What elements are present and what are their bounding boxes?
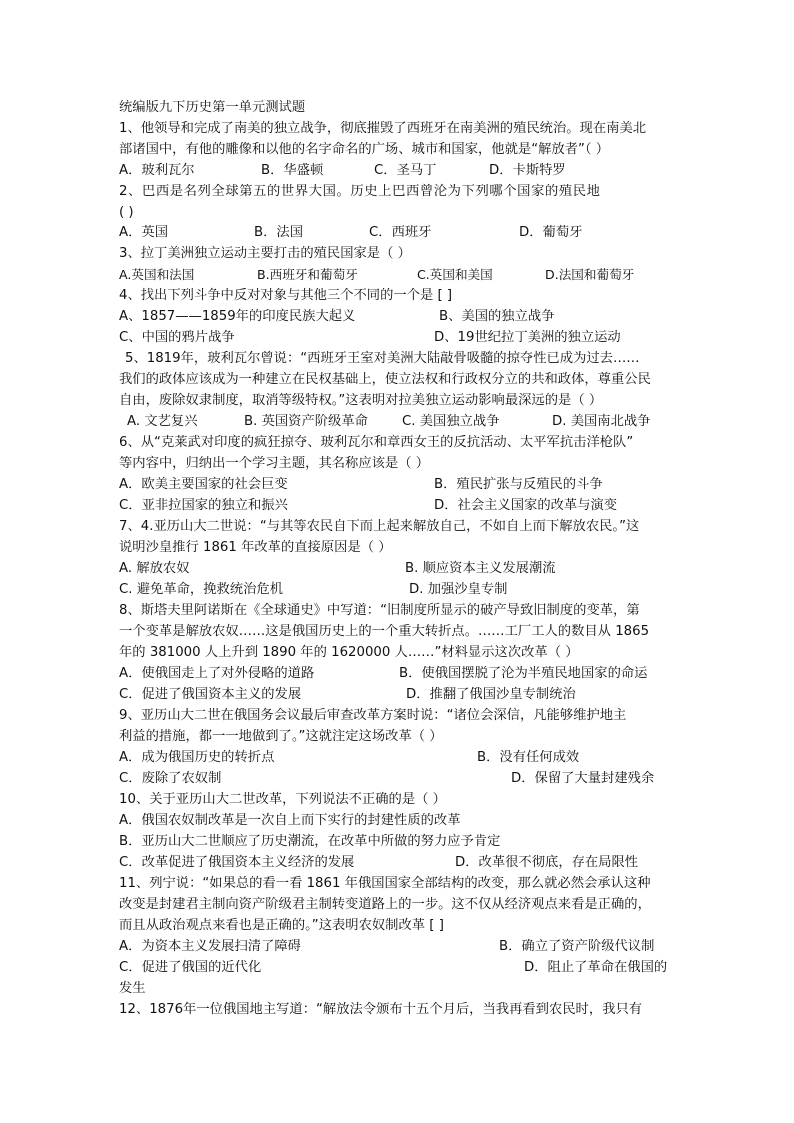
q7-option-a: A. 解放农奴 — [119, 561, 190, 576]
q4-option-a: A、1857——1859年的印度民族大起义 — [119, 309, 356, 324]
q7-option-d: D. 加强沙皇专制 — [409, 582, 508, 597]
q1-option-c: C．圣马丁 — [374, 163, 437, 178]
q3-option-a: A.英国和法国 — [119, 267, 195, 282]
q1-option-d: D．卡斯特罗 — [489, 163, 566, 178]
q5-stem-line-3: 自由，废除奴隶制度，取消等级特权。”这表明对拉美独立运动影响最深远的是（ ） — [119, 393, 603, 408]
q9-option-a: A．成为俄国历史的转折点 — [119, 750, 275, 765]
q8-option-d: D．推翻了俄国沙皇专制统治 — [406, 687, 576, 702]
q5-option-b: B. 英国资产阶级革命 — [244, 414, 368, 429]
q7-option-c: C. 避免革命，挽救统治危机 — [119, 582, 284, 597]
q11-option-a: A．为资本主义发展扫清了障碍 — [119, 939, 301, 954]
q3-stem: 3、拉丁美洲独立运动主要打击的殖民国家是（ ） — [119, 246, 411, 261]
q11-option-c: C．促进了俄国的近代化 — [119, 960, 262, 975]
q8-option-c: C．促进了俄国资本主义的发展 — [119, 687, 302, 702]
q2-stem-line-1: 2、巴西是名列全球第五的世界大国。历史上巴西曾沦为下列哪个国家的殖民地 — [119, 184, 601, 199]
q1-stem-line-2: 部诸国中，有他的雕像和以他的名字命名的广场、城市和国家，他就是“解放者”（ ） — [119, 142, 610, 157]
q5-option-d: D. 美国南北战争 — [552, 414, 651, 429]
q2-option-d: D．葡萄牙 — [519, 225, 583, 240]
q11-stem-line-2: 改变是封建君主制向资产阶级君主制转变道路上的一步。这不仅从经济观点来看是正确的， — [119, 897, 651, 912]
q8-option-a: A．使俄国走上了对外侵略的道路 — [119, 666, 315, 681]
q12-stem: 12、1876年一位俄国地主写道：“解放法令颁布十五个月后，当我再看到农民时，我只有 — [119, 1002, 643, 1017]
q3-option-d: D.法国和葡萄牙 — [545, 267, 635, 282]
q6-stem-line-1: 6、从“克莱武对印度的疯狂掠夺、玻利瓦尔和章西女王的反抗活动、太平军抗击洋枪队” — [119, 435, 634, 450]
q11-option-d: D．阻止了革命在俄国的 — [524, 960, 668, 975]
q4-option-d: D、19世纪拉丁美洲的独立运动 — [434, 330, 621, 345]
q8-stem-line-3: 年的 381000 人上升到 1890 年的 1620000 人……”材料显示这次改革（ ） — [119, 645, 579, 660]
q9-option-c: C．废除了农奴制 — [119, 771, 222, 786]
q7-stem-line-2: 说明沙皇推行 1861 年改革的直接原因是（ ） — [119, 540, 392, 555]
q6-option-a: A．欧美主要国家的社会巨变 — [119, 477, 288, 492]
q10-option-d: D．改革很不彻底，存在局限性 — [455, 855, 639, 870]
q11-option-d-continued: 发生 — [119, 981, 146, 996]
q5-stem-line-2: 我们的政体应该成为一种建立在民权基础上，使立法权和行政权分立的共和政体，尊重公民 — [119, 372, 651, 387]
q4-stem: 4、找出下列斗争中反对对象与其他三个不同的一个是 [ ] — [119, 288, 453, 303]
q2-option-a: A．英国 — [119, 225, 168, 240]
q10-option-b: B．亚历山大二世顺应了历史潮流，在改革中所做的努力应予肯定 — [119, 834, 501, 849]
q9-option-b: B．没有任何成效 — [477, 750, 580, 765]
q9-stem-line-1: 9、亚历山大二世在俄国务会议最后审查改革方案时说：“诸位会深信，凡能够维护地主 — [119, 708, 627, 723]
q10-option-a: A．俄国农奴制改革是一次自上而下实行的封建性质的改革 — [119, 813, 461, 828]
q6-option-d: D．社会主义国家的改革与演变 — [434, 498, 618, 513]
q8-stem-line-1: 8、斯塔夫里阿诺斯在《全球通史》中写道：“旧制度所显示的破产导致旧制度的变革，第 — [119, 603, 640, 618]
q2-option-b: B．法国 — [254, 225, 304, 240]
q6-stem-line-2: 等内容中，归纳出一个学习主题，其名称应该是（ ） — [119, 456, 430, 471]
q9-option-d: D．保留了大量封建残余 — [511, 771, 655, 786]
q1-option-b: B．华盛顿 — [261, 163, 324, 178]
q6-option-c: C．亚非拉国家的独立和振兴 — [119, 498, 288, 513]
q5-option-a: A. 文艺复兴 — [127, 414, 198, 429]
q4-option-b: B、美国的独立战争 — [439, 309, 555, 324]
q3-option-b: B.西班牙和葡萄牙 — [257, 267, 358, 282]
q10-stem: 10、关于亚历山大二世改革，下列说法不正确的是（ ） — [119, 792, 446, 807]
q1-stem-line-1: 1、他领导和完成了南美的独立战争，彻底摧毁了西班牙在南美洲的殖民统治。现在南美北 — [119, 121, 647, 136]
q11-stem-line-1: 11、列宁说：“如果总的看一看 1861 年俄国国家全部结构的改变，那么就必然会承认这种 — [119, 876, 651, 891]
q11-option-b: B．确立了资产阶级代议制 — [499, 939, 655, 954]
q8-stem-line-2: 一个变革是解放农奴……这是俄国历史上的一个重大转折点。……工厂工人的数目从 1865 — [119, 624, 650, 639]
q7-stem-line-1: 7、4.亚历山大二世说：“与其等农民自下而上起来解放自己，不如自上而下解放农民。”这 — [119, 519, 640, 534]
q7-option-b: B. 顺应资本主义发展潮流 — [405, 561, 556, 576]
q5-stem-line-1: 5、1819年，玻利瓦尔曾说：“西班牙王室对美洲大陆敲骨吸髓的掠夺性已成为过去…… — [125, 351, 640, 366]
q6-option-b: B．殖民扩张与反殖民的斗争 — [434, 477, 603, 492]
q2-stem-line-2: ( ) — [119, 205, 134, 220]
q10-option-c: C．改革促进了俄国资本主义经济的发展 — [119, 855, 355, 870]
q8-option-b: B．使俄国摆脱了沦为半殖民地国家的命运 — [399, 666, 648, 681]
q5-option-c: C. 美国独立战争 — [402, 414, 500, 429]
q11-stem-line-3: 而且从政治观点来看也是正确的。”这表明农奴制改革 [ ] — [119, 918, 444, 933]
q4-option-c: C、中国的鸦片战争 — [119, 330, 235, 345]
q3-option-c: C.英国和美国 — [417, 267, 493, 282]
q1-option-a: A．玻利瓦尔 — [119, 163, 195, 178]
q9-stem-line-2: 利益的措施，都一一地做到了。”这就注定这场改革（ ） — [119, 729, 443, 744]
document-title: 统编版九下历史第一单元测试题 — [119, 100, 306, 115]
q2-option-c: C．西班牙 — [369, 225, 432, 240]
